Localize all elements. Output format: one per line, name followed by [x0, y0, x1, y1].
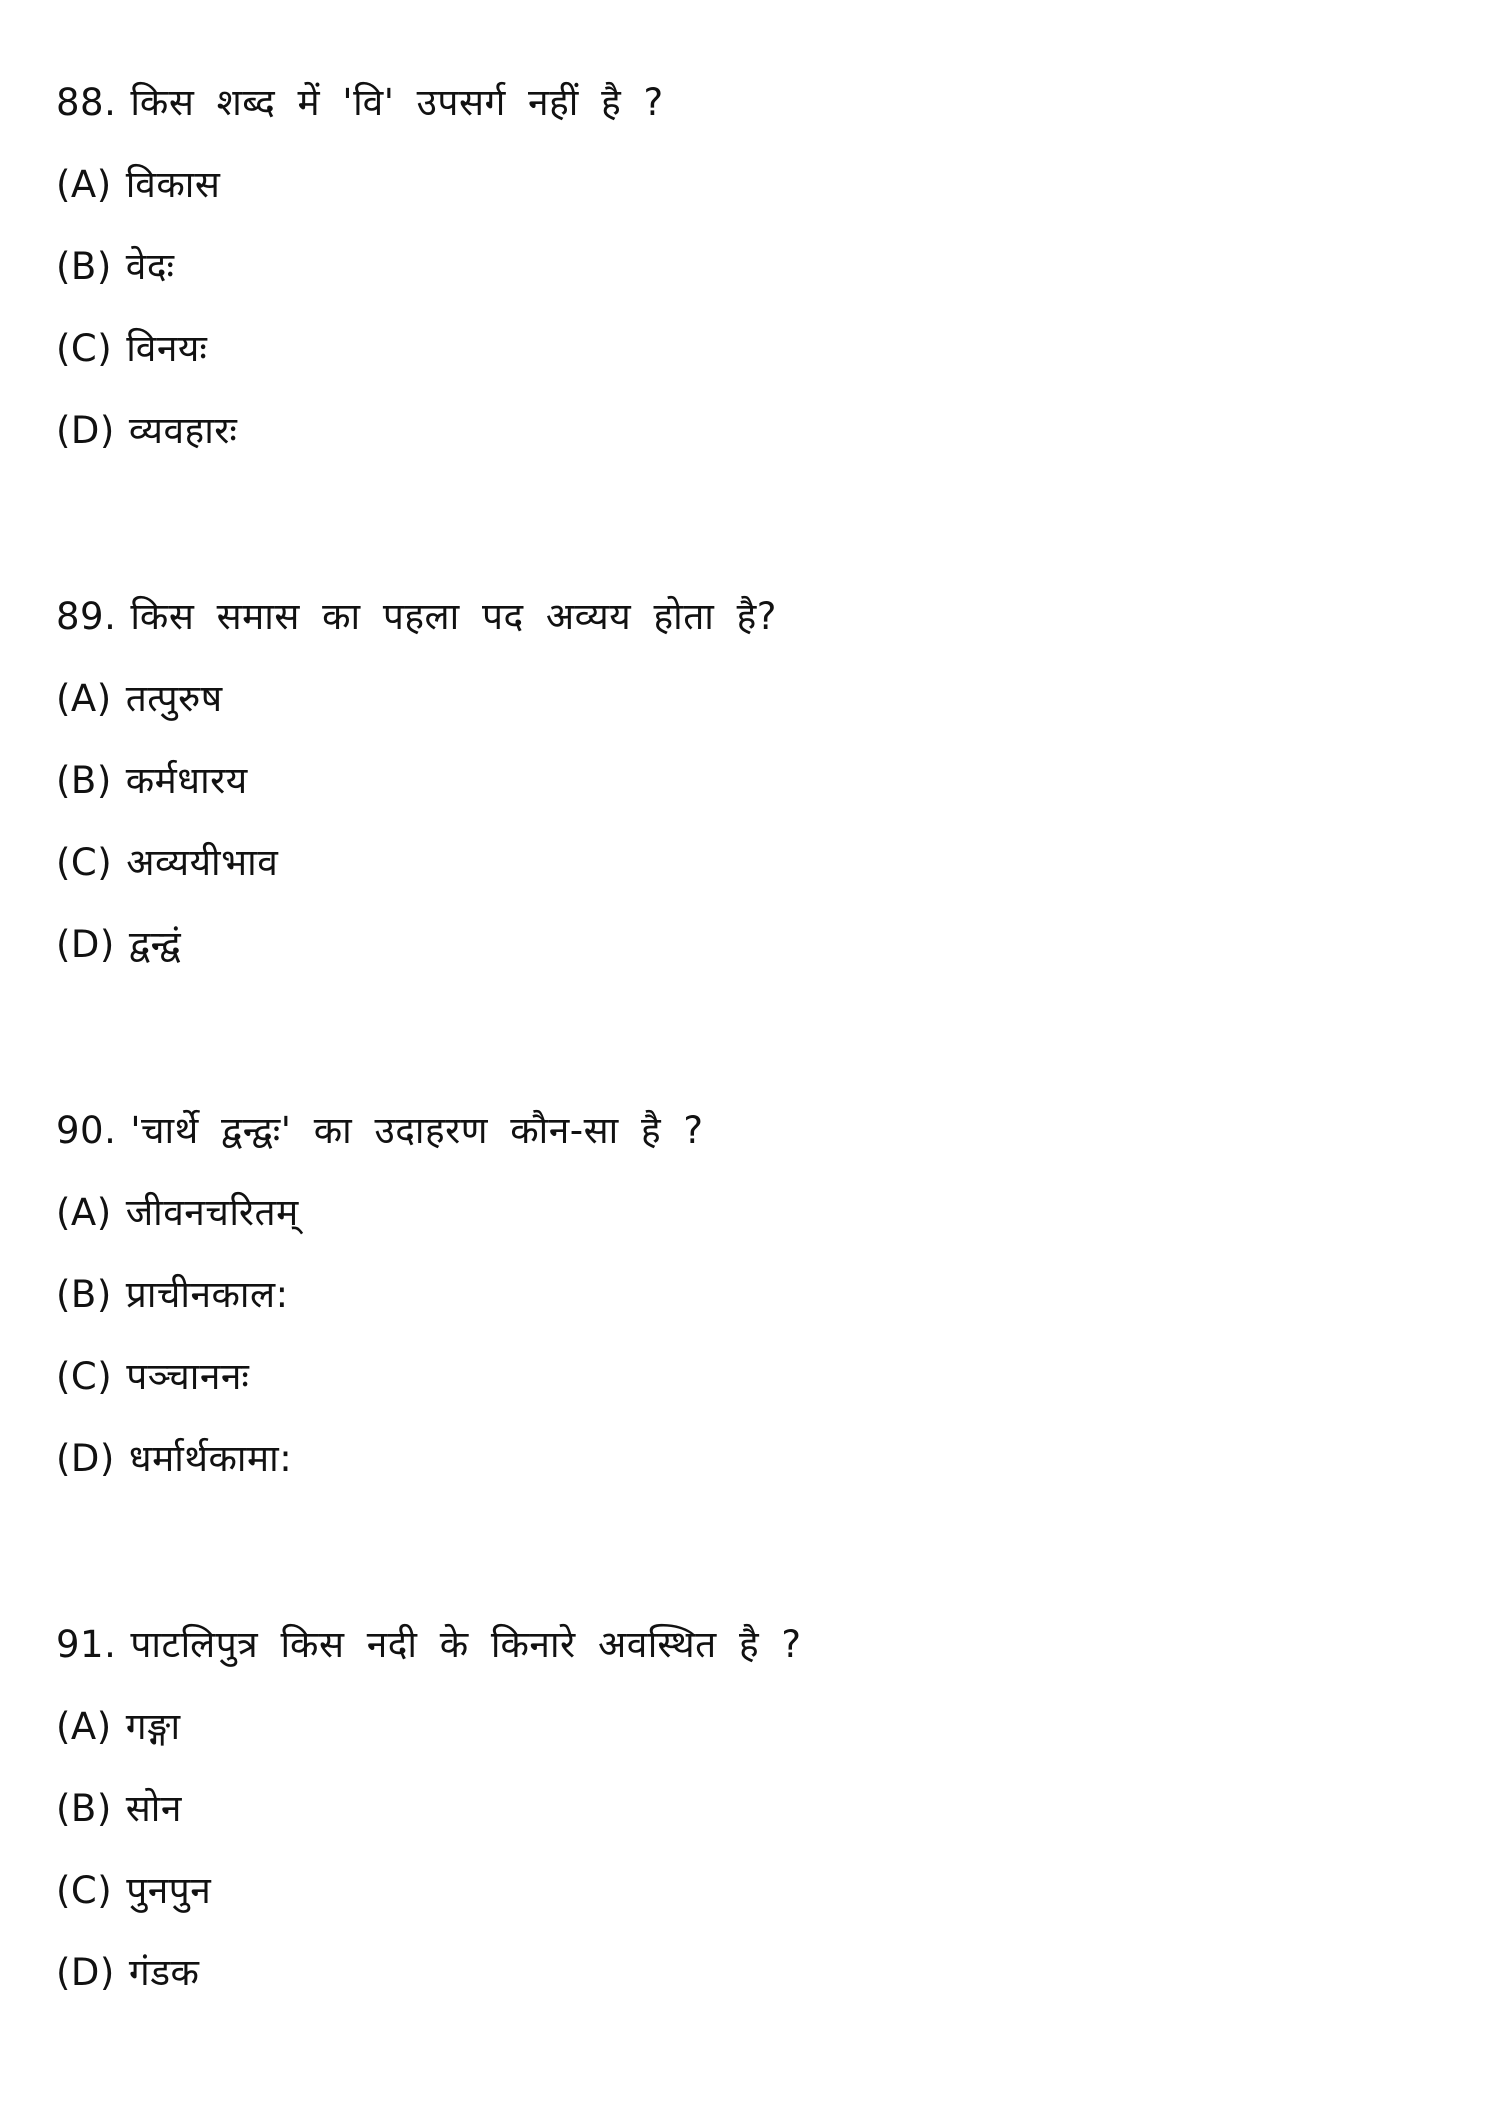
option-letter: (C)	[56, 1355, 113, 1398]
option-b	[56, 1254, 1456, 1336]
option-text: तत्पुरुष	[125, 677, 223, 720]
option-letter: (B)	[56, 759, 112, 802]
option-letter: (A)	[56, 163, 112, 206]
question-text: किस शब्द में 'वि' उपसर्ग नहीं है ?	[130, 81, 664, 124]
option-a	[56, 658, 1456, 740]
option-a	[56, 1172, 1456, 1254]
option-text: सोन	[125, 1787, 182, 1830]
option-text: विनयः	[126, 327, 208, 370]
question-91	[56, 1604, 1456, 2014]
option-b	[56, 226, 1456, 308]
option-text: अव्ययीभाव	[126, 841, 279, 884]
question-page	[56, 62, 1456, 2118]
option-letter: (C)	[56, 1869, 113, 1912]
option-letter: (B)	[56, 1273, 112, 1316]
option-text: द्वन्द्वं	[128, 923, 182, 966]
option-b	[56, 740, 1456, 822]
option-text: धर्मार्थकामा:	[128, 1437, 293, 1480]
question-89	[56, 576, 1456, 986]
question-line	[56, 576, 1456, 658]
option-text: गङ्गा	[125, 1705, 181, 1748]
option-text: गंडक	[128, 1951, 200, 1994]
question-number: 88.	[56, 81, 117, 124]
question-line	[56, 1090, 1456, 1172]
question-number: 89.	[56, 595, 117, 638]
option-letter: (A)	[56, 677, 112, 720]
question-line	[56, 1604, 1456, 1686]
question-text: 'चार्थे द्वन्द्वः' का उदाहरण कौन-सा है ?	[130, 1109, 704, 1152]
option-text: जीवनचरितम्	[125, 1191, 299, 1234]
option-letter: (D)	[56, 923, 115, 966]
option-d	[56, 1932, 1456, 2014]
option-letter: (B)	[56, 245, 112, 288]
option-b	[56, 1768, 1456, 1850]
option-text: प्राचीनकाल:	[125, 1273, 289, 1316]
option-letter: (A)	[56, 1191, 112, 1234]
option-a	[56, 1686, 1456, 1768]
option-letter: (B)	[56, 1787, 112, 1830]
question-text: पाटलिपुत्र किस नदी के किनारे अवस्थित है ?	[130, 1623, 802, 1666]
option-c	[56, 1336, 1456, 1418]
option-c	[56, 822, 1456, 904]
option-text: विकास	[125, 163, 221, 206]
option-text: व्यवहारः	[128, 409, 238, 452]
option-c	[56, 308, 1456, 390]
option-text: पञ्चाननः	[126, 1355, 250, 1398]
question-number: 90.	[56, 1109, 117, 1152]
question-line	[56, 62, 1456, 144]
option-text: कर्मधारय	[125, 759, 248, 802]
question-88	[56, 62, 1456, 472]
option-letter: (C)	[56, 327, 113, 370]
option-text: पुनपुन	[126, 1869, 212, 1912]
option-letter: (D)	[56, 1951, 115, 1994]
option-d	[56, 1418, 1456, 1500]
option-a	[56, 144, 1456, 226]
option-letter: (D)	[56, 409, 115, 452]
option-letter: (D)	[56, 1437, 115, 1480]
question-number: 91.	[56, 1623, 117, 1666]
option-letter: (C)	[56, 841, 113, 884]
option-c	[56, 1850, 1456, 1932]
option-letter: (A)	[56, 1705, 112, 1748]
option-text: वेदः	[125, 245, 175, 288]
question-90	[56, 1090, 1456, 1500]
option-d	[56, 904, 1456, 986]
option-d	[56, 390, 1456, 472]
question-text: किस समास का पहला पद अव्यय होता है?	[130, 595, 777, 638]
